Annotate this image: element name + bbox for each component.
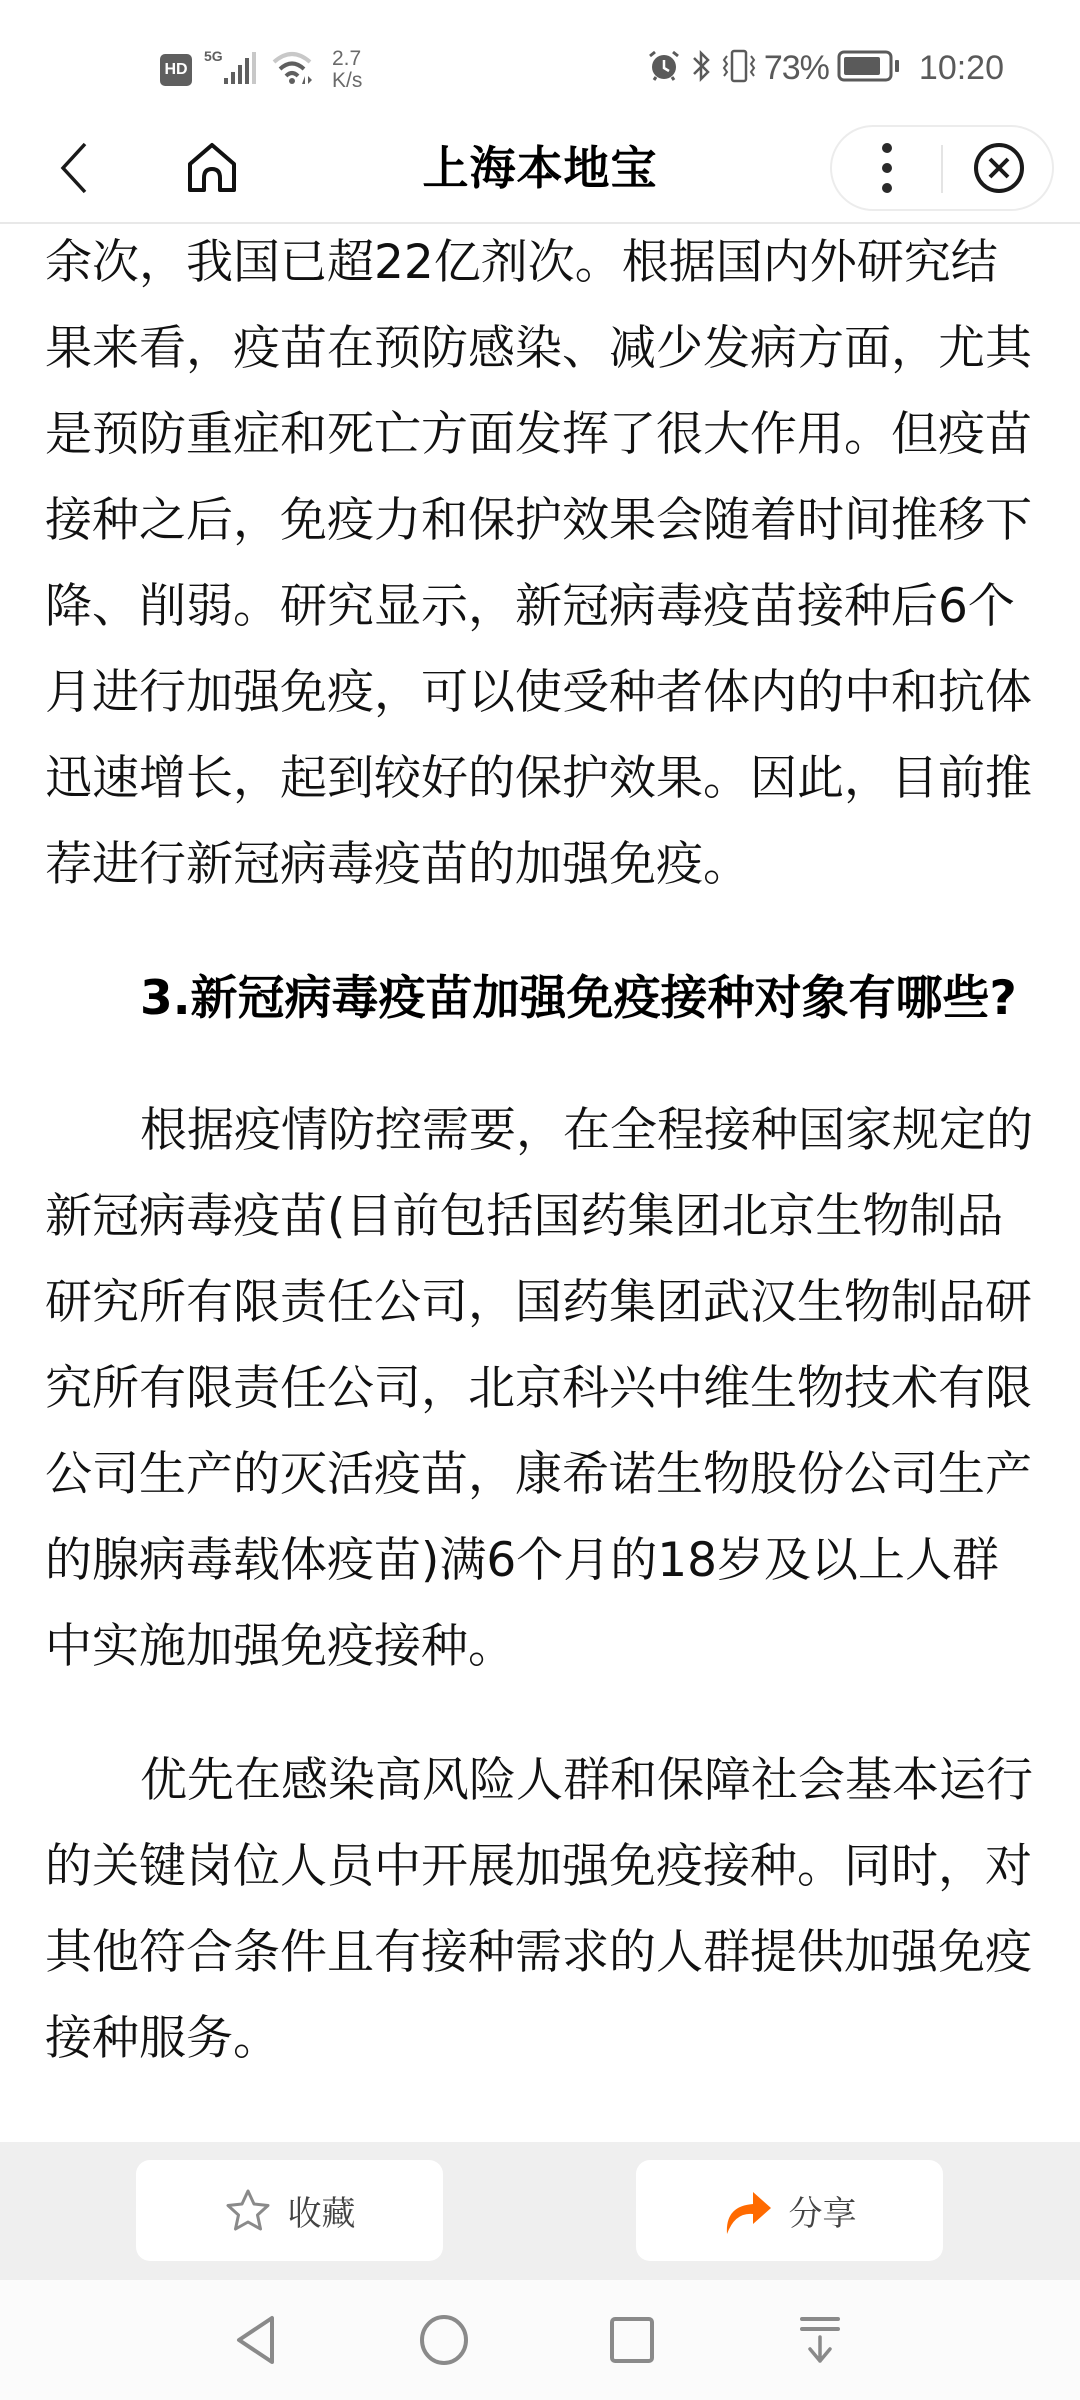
alarm-icon [646, 48, 682, 88]
capsule-divider [941, 145, 943, 193]
article-body [45, 220, 1040, 2082]
share-label: 分享 [788, 2194, 857, 2234]
vibrate-icon [722, 48, 756, 88]
pull-down-icon [798, 2315, 842, 2365]
battery-percent: 73% [763, 48, 829, 87]
net-speed-value: 2.7 [332, 47, 362, 70]
svg-text:5G: 5G [204, 48, 223, 64]
cellular-signal-icon [204, 48, 260, 92]
article-paragraph: 根据疫情防控需要，在全程接种国家规定的新冠病毒疫苗(目前包括国药集团北京生物制品研究所有限责任公司，国药集团武汉生物制品研究所有限责任公司，北京科兴中维生物技术有限公司生产的灭活疫苗，康希诺生物股份公司生产的腺病毒载体疫苗)满6个月的18岁及以上人群中实施加强免疫接种。 [45, 1103, 1033, 1674]
bluetooth-icon [690, 48, 714, 88]
clock: 10:20 [918, 48, 1004, 87]
favorite-button[interactable] [136, 2160, 443, 2261]
close-circle-icon [972, 141, 1026, 195]
more-vertical-icon [881, 142, 893, 194]
system-nav-bar [0, 2280, 1080, 2400]
status-bar [0, 0, 1080, 120]
close-button[interactable] [944, 127, 1054, 209]
article-paragraph: 优先在感染高风险人群和保障社会基本运行的关键岗位人员中开展加强免疫接种。同时，对其他符合条件且有接种需求的人群提供加强免疫接种服务。 [45, 1753, 1033, 2066]
more-menu-button[interactable] [832, 127, 942, 209]
app-header [0, 120, 1080, 224]
hd-voice-icon: HD [160, 54, 192, 86]
action-bar [0, 2142, 1080, 2280]
star-icon [224, 2188, 272, 2234]
triangle-back-icon [234, 2315, 278, 2365]
net-speed-unit: K/s [332, 69, 363, 92]
section-heading: 3.新冠病毒疫苗加强免疫接种对象有哪些? [140, 971, 1017, 1026]
status-right [646, 40, 1004, 96]
nav-back-button[interactable] [226, 2310, 286, 2370]
network-speed [332, 48, 362, 92]
wifi-icon [272, 48, 316, 92]
nav-recents-button[interactable] [602, 2310, 662, 2370]
article-paragraph: 余次，我国已超22亿剂次。根据国内外研究结果来看，疫苗在预防感染、减少发病方面，尤其是预防重症和死亡方面发挥了很大作用。但疫苗接种之后，免疫力和保护效果会随着时间推移下降、削弱。研究显示，新冠病毒疫苗接种后6个月进行加强免疫，可以使受种者体内的中和抗体迅速增长，起到较好的保护效果。因此，目前推荐进行新冠病毒疫苗的加强免疫。 [45, 235, 1032, 892]
circle-home-icon [418, 2314, 470, 2366]
share-arrow-icon [723, 2186, 773, 2236]
nav-home-button[interactable] [414, 2310, 474, 2370]
nav-notification-button[interactable] [790, 2310, 850, 2370]
status-left [160, 40, 362, 100]
mini-program-capsule [830, 125, 1054, 211]
battery-icon [837, 48, 901, 88]
page-title: 上海本地宝 [422, 141, 658, 195]
share-button[interactable] [636, 2160, 943, 2261]
square-recents-icon [608, 2315, 656, 2365]
favorite-label: 收藏 [287, 2194, 356, 2234]
